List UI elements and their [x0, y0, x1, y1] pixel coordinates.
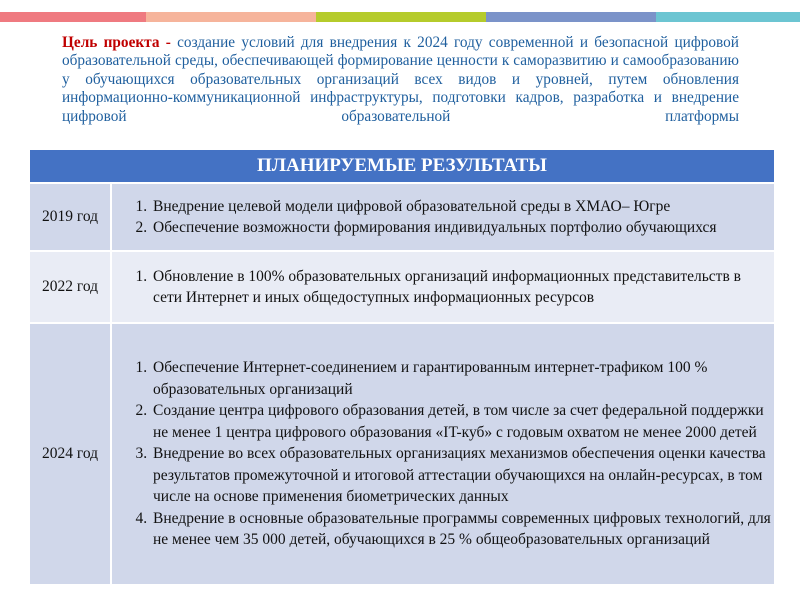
list-item: 1. Обновление в 100% образовательных организаций информационных представительств в сети Интернет и иных общедоступных информационных ресурсов	[151, 266, 773, 309]
color-segment	[146, 12, 316, 22]
list-item: 3. Внедрение во всех образовательных организациях механизмов обеспечения оценки качества результатов промежуточной и итоговой аттестации обучающихся на онлайн-ресурсах, в том числе на основе применения биометрических данных	[151, 443, 773, 508]
list-item: 4. Внедрение в основные образовательные программы современных цифровых технологий, для не менее чем 35 000 детей, обучающихся в 25 % общеобразовательных организаций	[151, 508, 773, 551]
list-item: 1. Обеспечение Интернет-соединением и гарантированным интернет-трафиком 100 % образовательных организаций	[151, 357, 773, 400]
goal-label: Цель проекта -	[62, 34, 171, 51]
color-segment	[486, 12, 656, 22]
project-goal	[62, 34, 739, 126]
table-row	[29, 323, 775, 585]
list-item: 2. Обеспечение возможности формирования индивидуальных портфолио обучающихся	[151, 217, 773, 239]
table-title: ПЛАНИРУЕМЫЕ РЕЗУЛЬТАТЫ	[29, 149, 775, 183]
year-cell: 2022 год	[29, 251, 111, 323]
results-table	[28, 148, 776, 586]
decorative-color-bar	[0, 12, 800, 22]
year-cell: 2019 год	[29, 183, 111, 251]
list-item: 2. Создание центра цифрового образования детей, в том числе за счет федеральной поддержки не менее 1 центра цифрового образования «IT-куб» с годовым охватом не менее 2000 детей	[151, 400, 773, 443]
color-segment	[316, 12, 486, 22]
table-row	[29, 251, 775, 323]
color-segment	[656, 12, 800, 22]
list-item: 1. Внедрение целевой модели цифровой образовательной среды в ХМАО– Югре	[151, 196, 773, 218]
goal-text: создание условий для внедрения к 2024 году современной и безопасной цифровой образовательной среды, обеспечивающей формирование ценности к саморазвитию и самообразованию у обучающихся образовательных организаций всех видов и уровней, путем обновления информационно-коммуникационной инфраструктуры, подготовки кадров, разработка и внедрение цифровой образовательной платформы	[62, 34, 739, 125]
color-segment	[0, 12, 146, 22]
table-row	[29, 183, 775, 251]
year-cell: 2024 год	[29, 323, 111, 585]
